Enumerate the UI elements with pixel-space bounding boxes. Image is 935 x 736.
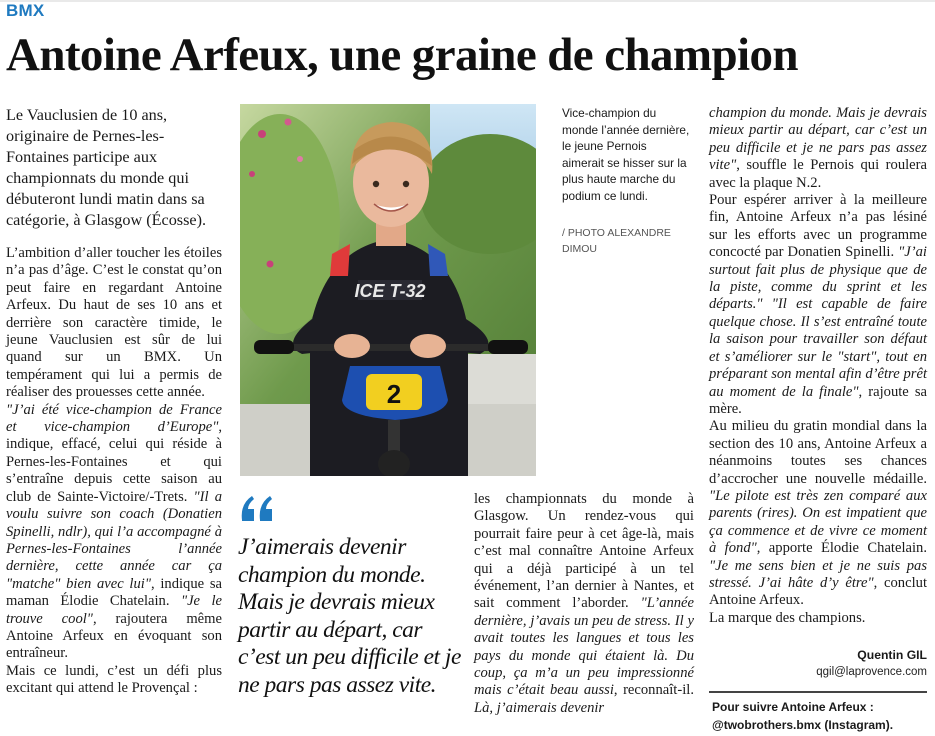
jersey-text: ICE T-32 — [354, 281, 426, 301]
author-signature: Quentin GIL — [857, 648, 927, 662]
quote-text: champion du monde. Mais je devrais mieux partir au départ, car c’est un peu difficile et je ne pars pas assez vite" — [709, 105, 927, 174]
quote-text: "Il a voulu suivre son coach (Donatien Spinelli, ndlr), qui l’a accompagné à Pernes-les-Fontaines l’année dernière, cette année car ça "matche" bien avec lui" — [6, 488, 222, 592]
author-email[interactable]: qgil@laprovence.com — [816, 666, 927, 678]
article-headline: Antoine Arfeux, une graine de champion — [6, 29, 798, 81]
paragraph-text: , indique sa maman Élodie Chatelain. — [6, 575, 222, 610]
paragraph-text: Mais ce lundi, c’est un défi plus excitant qui attend le Provençal : — [6, 662, 222, 697]
quote-text: "Le pilote est très zen comparé aux parents (rires). On est impatient que ça commence et de vivre ce moment à fond" — [709, 487, 927, 557]
paragraph-text: les championnats du monde à Glasgow. Un rendez-vous qui pourrait faire peur à cet âge-là, mais c’est mal connaître Antoine Arfeux qui a déjà participé à un tel événement, l’an dernier à Nantes, et sait comment l’aborder. — [474, 491, 694, 612]
paragraph — [709, 192, 927, 418]
paragraph-text: L’ambition d’aller toucher les étoiles n’a pas d’âge. C’est le constat qu’on peut faire en regardant Antoine Arfeux. Du haut de ses 10 ans et derrière son caractère timide, le jeune Vauclusien est sûr de lui quand sur un BMX. Un tempérament qui lui a permis de réaliser des prouesses cette année. — [6, 245, 222, 401]
follow-box — [712, 698, 930, 734]
quote-text: Là, j’aimerais devenir — [474, 699, 605, 716]
paragraph — [6, 245, 222, 402]
quote-text: "L’année dernière, j’avais un peu de stress. Il y avait toutes les langues et tous les pays du monde qui étaient là. Du coup, ça m’a un peu impressionné mais c’était beau aussi — [474, 595, 694, 699]
paragraph-text: , rajoute sa mère. — [709, 383, 927, 417]
article-photo — [240, 104, 536, 476]
paragraph-text: , souffle le Pernois qui roulera avec la plaque N.2. — [709, 157, 927, 191]
quote-text: "Je le trouve cool" — [6, 593, 222, 627]
column-3 — [474, 491, 694, 717]
plate-number: 2 — [386, 379, 402, 409]
divider — [709, 691, 927, 693]
paragraph — [6, 402, 222, 663]
photo-credit: / PHOTO ALEXANDRE DIMOU — [562, 227, 671, 255]
paragraph-text: , rajoutera même Antoine Arfeux en évoquant son entraîneur. — [6, 610, 222, 662]
column-1 — [6, 105, 222, 698]
paragraph-text: , conclut Antoine Arfeux. — [709, 574, 927, 609]
quote-text: "Je me sens bien et je ne suis pas stressé. J’ai hâte d’y être" — [709, 557, 927, 591]
paragraph-text: , apporte Élodie Chatelain. — [756, 540, 927, 557]
paragraph-text: Pour espérer arriver à la meilleure fin, Antoine Arfeux n’a pas lésiné sur les efforts avec un programme concocté par Donatien Spinelli. — [709, 192, 927, 261]
paragraph — [709, 418, 927, 609]
paragraph — [474, 491, 694, 717]
paragraph-text: Au milieu du gratin mondial dans la section des 10 ans, Antoine Arfeux a néanmoins toutes ses chances d’accrocher une nouvelle médaille. — [709, 418, 927, 487]
paragraph — [709, 610, 927, 627]
bmx-rider-image — [240, 104, 536, 476]
section-rubric: BMX — [6, 1, 45, 20]
photo-caption: Vice-champion du monde l’année dernière, le jeune Pernois aimerait se hisser sur la plus haute marche du podium ce lundi. — [562, 106, 690, 203]
article-lead: Le Vauclusien de 10 ans, originaire de Pernes-les-Fontaines participe aux championnats du monde qui débuteront lundi matin dans sa catégorie, à Glasgow (Écosse). — [6, 106, 207, 229]
paragraph — [6, 663, 222, 698]
top-rule — [0, 0, 935, 2]
quote-text: "J’ai été vice-champion de France et vice-champion d’Europe" — [6, 401, 222, 436]
follow-label: Pour suivre Antoine Arfeux : — [712, 700, 874, 714]
paragraph-text: La marque des champions. — [709, 609, 866, 626]
instagram-handle[interactable]: @twobrothers.bmx (Instagram). — [712, 718, 894, 732]
quote-mark-icon — [238, 490, 278, 526]
paragraph-text: , reconnaît-il. — [613, 682, 694, 699]
pull-quote: J’aimerais devenir champion du monde. Mais je devrais mieux partir au départ, car c’est un peu difficile et je ne pars pas assez vite. — [238, 534, 461, 698]
paragraph — [709, 105, 927, 192]
paragraph-text: , indique, effacé, celui qui réside à Pernes-les-Fontaines et qui s’entraîne depuis cette saison au club de Sainte-Victoire/-Trets. — [6, 419, 222, 505]
column-4 — [709, 105, 927, 627]
quote-text: "J’ai surtout fait plus de physique que de la piste, comme du sprint et les départs." "Il est capable de faire quelque chose. Il s’est entraîné toute la saison pour travailler son défaut et s’améliorer sur le "start", tout en préparant son mental afin d’être prêt au moment de la finale" — [709, 244, 927, 400]
